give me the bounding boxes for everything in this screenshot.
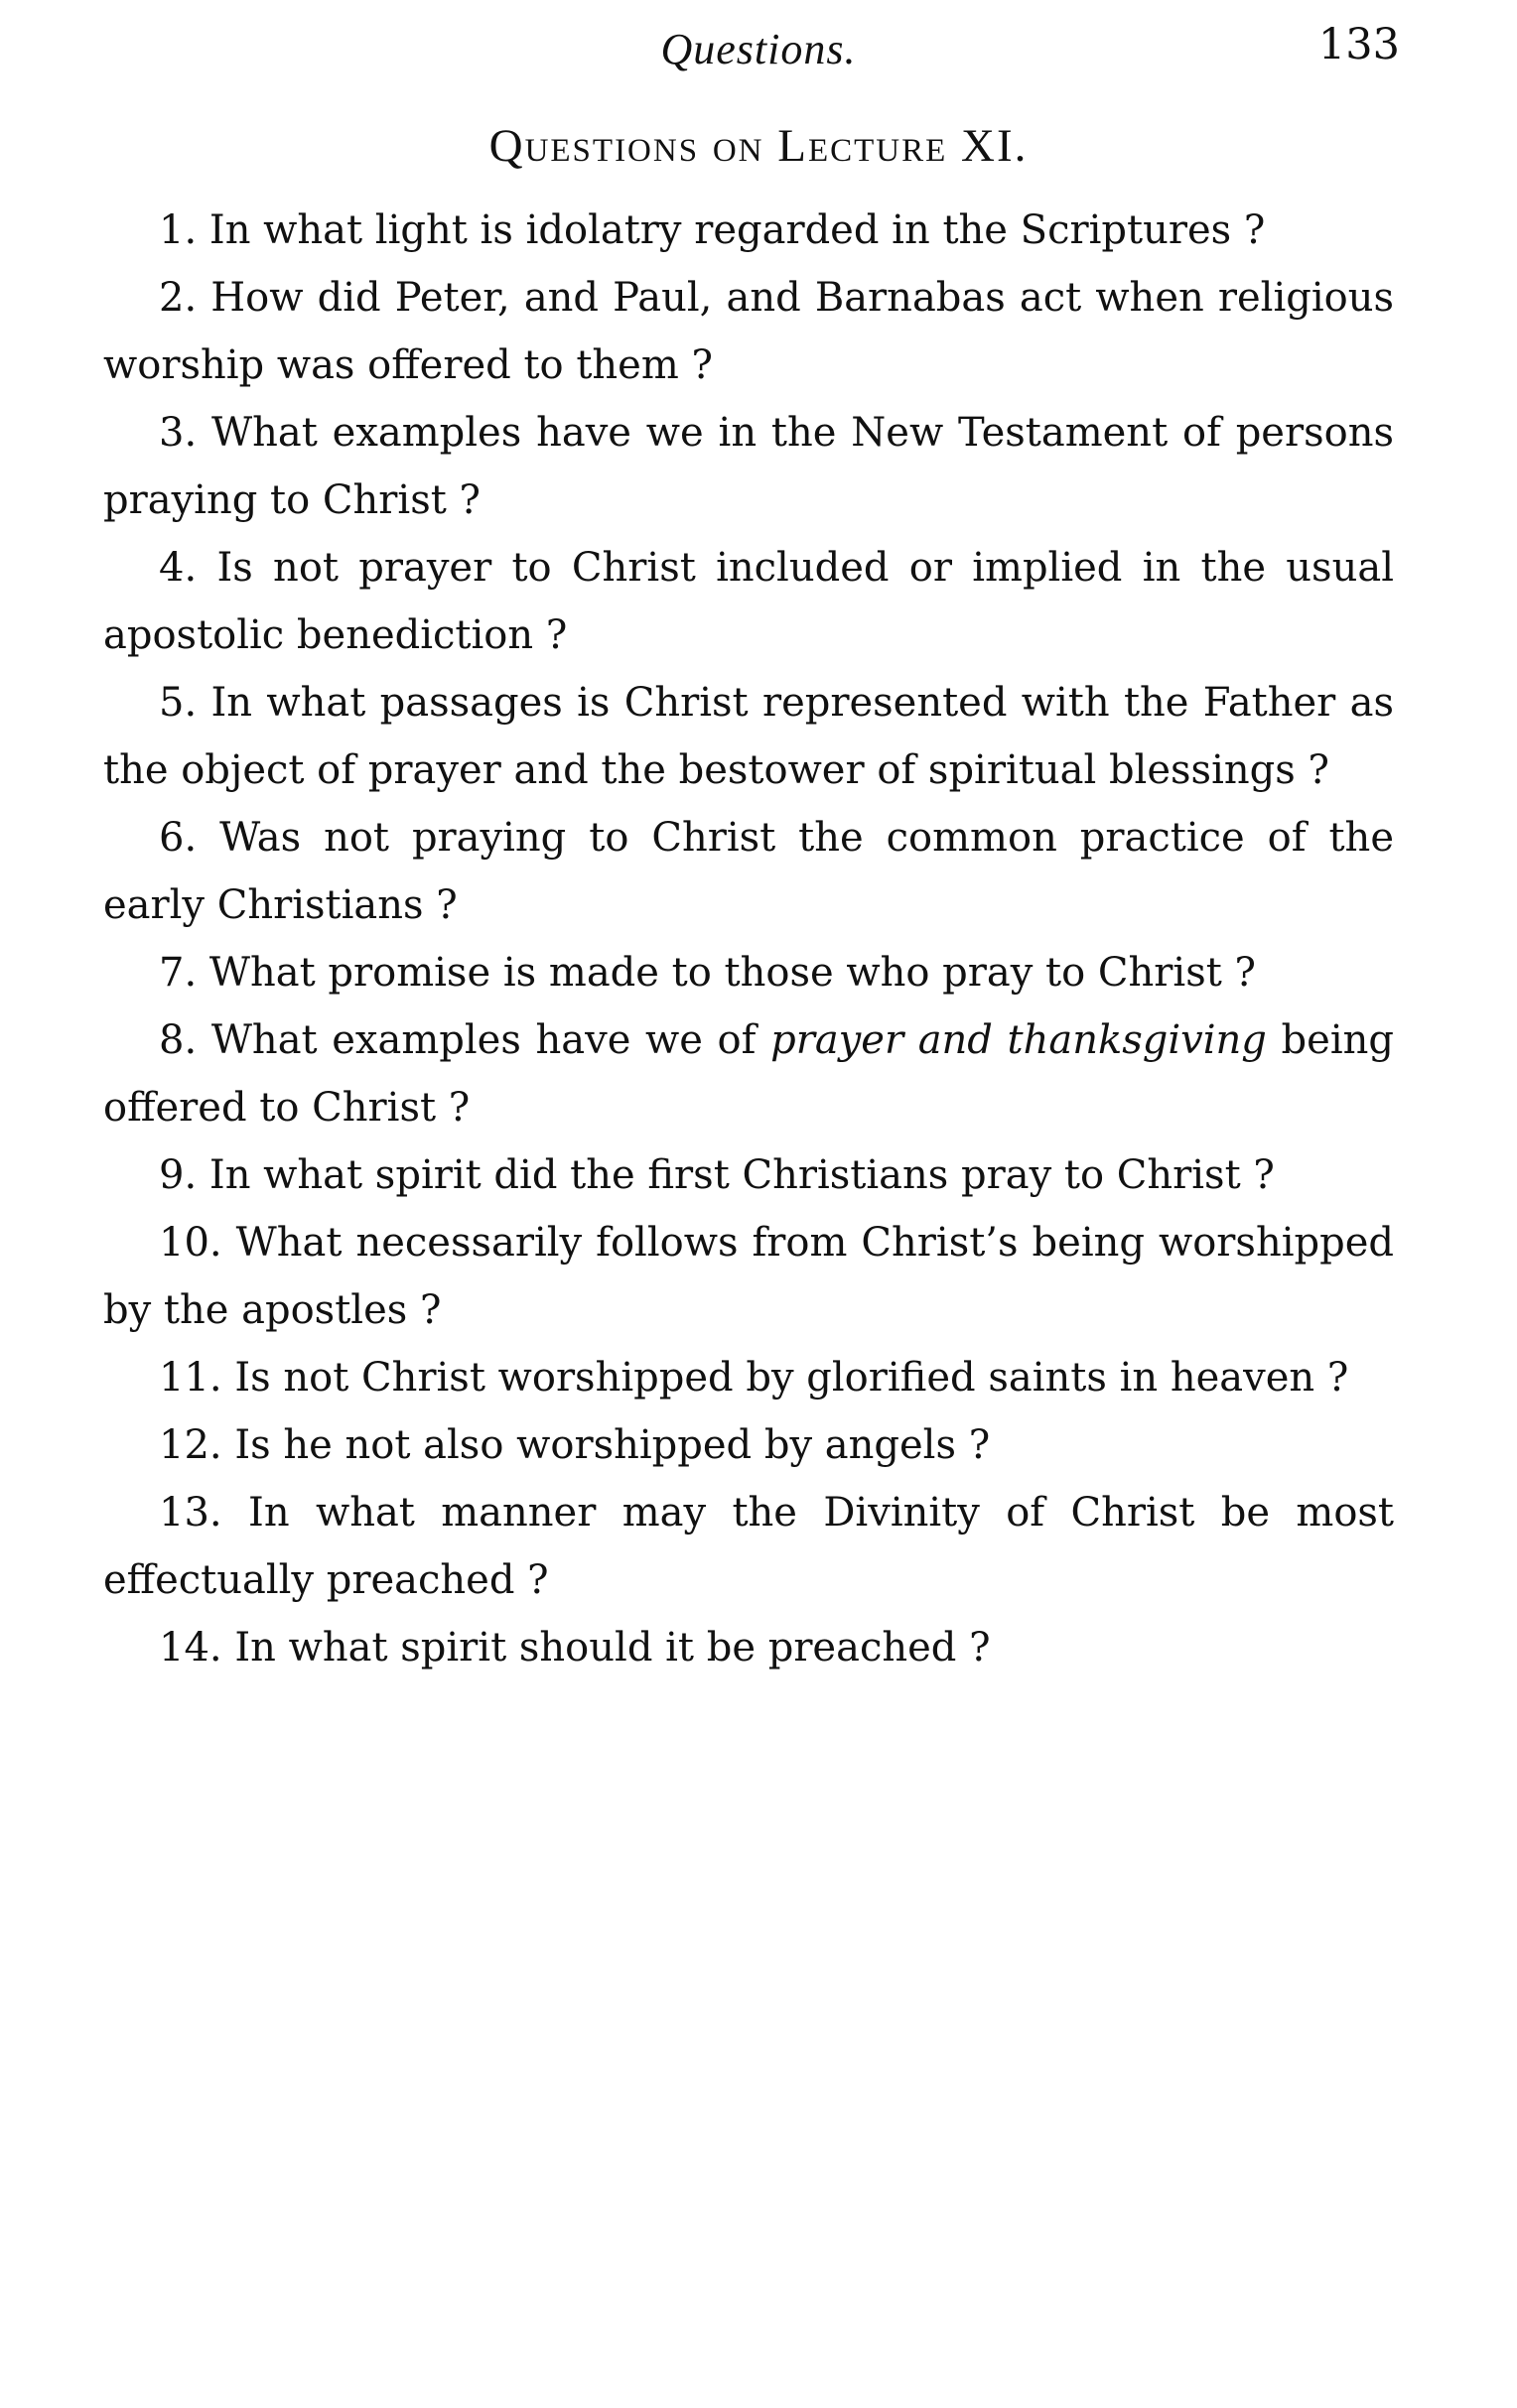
- question-number: 6.: [159, 815, 198, 861]
- question-number: 8.: [159, 1017, 198, 1063]
- question-text-before: What examples have we of: [210, 1017, 771, 1063]
- question-item-11: [103, 1344, 1394, 1411]
- question-number: 7.: [159, 950, 198, 996]
- question-item-5: [103, 669, 1394, 804]
- question-number: 10.: [159, 1220, 222, 1266]
- question-number: 9.: [159, 1152, 198, 1198]
- running-head: [0, 14, 1517, 83]
- question-number: 3.: [159, 410, 198, 456]
- question-item-10: [103, 1209, 1394, 1344]
- question-text: What necessarily follows from Christ’s being worshipped by the apostles ?: [103, 1220, 1395, 1333]
- question-text: In what manner may the Divinity of Christ be most effectually preached ?: [103, 1490, 1394, 1603]
- question-item-12: [103, 1411, 1394, 1479]
- question-item-3: [103, 399, 1394, 534]
- question-number: 1.: [159, 207, 198, 253]
- question-text: What promise is made to those who pray to Christ ?: [208, 950, 1256, 996]
- question-text: In what spirit should it be preached ?: [234, 1625, 991, 1671]
- question-text: Is he not also worshipped by angels ?: [234, 1422, 991, 1468]
- question-text: Is not Christ worshipped by glorified saints in heaven ?: [234, 1355, 1349, 1401]
- question-item-13: [103, 1479, 1394, 1614]
- question-text: In what light is idolatry regarded in the Scriptures ?: [208, 207, 1266, 253]
- question-text: In what spirit did the first Christians pray to Christ ?: [208, 1152, 1275, 1198]
- question-number: 12.: [159, 1422, 222, 1468]
- page-number: 133: [1317, 20, 1400, 69]
- question-number: 4.: [159, 545, 198, 591]
- question-number: 11.: [159, 1355, 222, 1401]
- question-text: Was not praying to Christ the common practice of the early Christians ?: [103, 815, 1394, 928]
- question-number: 14.: [159, 1625, 222, 1671]
- question-text-after: being offered to Christ ?: [103, 1017, 1394, 1131]
- question-text: What examples have we in the New Testament of persons praying to Christ ?: [103, 410, 1394, 523]
- running-title: Questions.: [660, 25, 857, 73]
- question-item-8: [103, 1006, 1394, 1141]
- question-item-7: [103, 939, 1394, 1006]
- question-number: 13.: [159, 1490, 222, 1536]
- question-list: [103, 197, 1394, 1681]
- section-title: Questions on Lecture XI.: [488, 120, 1029, 172]
- question-number: 5.: [159, 680, 198, 726]
- question-text: Is not prayer to Christ included or implied in the usual apostolic benediction ?: [103, 545, 1394, 658]
- question-item-14: [103, 1614, 1394, 1681]
- question-item-4: [103, 534, 1394, 669]
- question-text: In what passages is Christ represented with the Father as the object of prayer and the bestower of spiritual blessings ?: [103, 680, 1394, 793]
- question-number: 2.: [159, 275, 198, 321]
- question-text-italic: prayer and thanksgiving: [770, 1017, 1267, 1063]
- question-item-2: [103, 264, 1394, 399]
- question-item-6: [103, 804, 1394, 939]
- question-item-1: [103, 197, 1394, 264]
- question-item-9: [103, 1141, 1394, 1209]
- question-text: How did Peter, and Paul, and Barnabas act when religious worship was offered to them ?: [103, 275, 1395, 388]
